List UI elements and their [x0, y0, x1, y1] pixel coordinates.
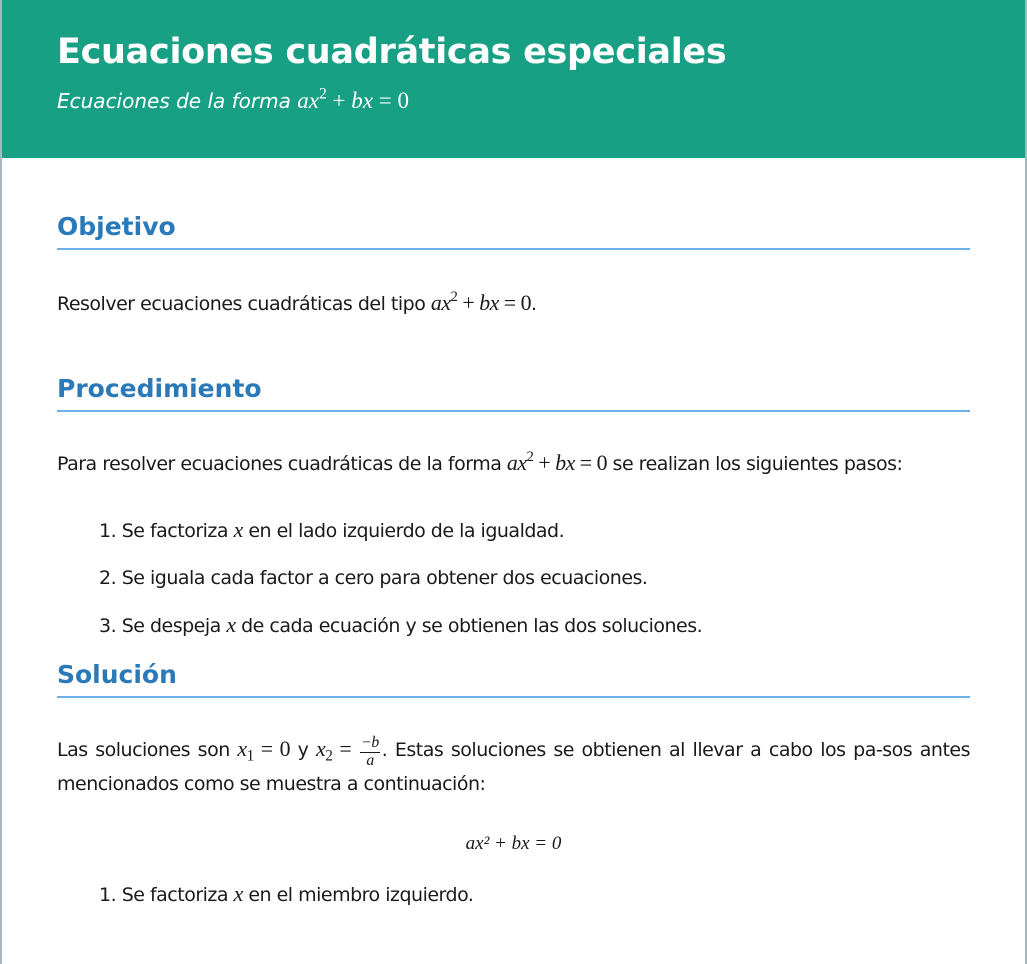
section-solucion: [57, 658, 970, 911]
solucion-text-2: . Estas soluciones se obtienen al llevar a cabo los pa-sos antes mencionados como se muestra a continuación:: [57, 739, 970, 796]
objetivo-equation: $ax^2$ + bx = 0: [430, 289, 531, 315]
section-heading-procedimiento: Procedimiento: [57, 372, 970, 412]
math-x: x: [362, 88, 373, 113]
subtitle-text: Ecuaciones de la forma: [57, 89, 291, 113]
section-objetivo: [57, 210, 970, 320]
page-content: [2, 210, 1025, 911]
math-x: x: [226, 613, 236, 637]
page-title: Ecuaciones cuadráticas especiales: [57, 32, 727, 72]
math-equals: =: [372, 88, 398, 113]
list-item: 3. Se despeja x de cada ecuación y se obtienen las dos soluciones.: [99, 613, 703, 637]
math-exponent: 2: [318, 85, 327, 103]
solucion-paragraph: [57, 734, 970, 800]
display-equation: ax² + bx = 0: [465, 833, 562, 855]
math-a: a: [297, 88, 309, 113]
math-x: x: [233, 882, 243, 907]
math-b: b: [351, 88, 363, 113]
fraction-numerator: −b: [361, 734, 379, 752]
math-x: x: [233, 518, 243, 542]
list-item: 1. Se factoriza x en el lado izquierdo de la igualdad.: [99, 518, 565, 542]
math-x: x: [308, 88, 319, 113]
section-heading-solucion: Solución: [57, 658, 970, 698]
solucion-x1: $x_1 = 0$: [237, 737, 291, 765]
page-header: [2, 0, 1025, 158]
objetivo-text: Resolver ecuaciones cuadráticas del tipo: [57, 293, 426, 315]
section-heading-objetivo: Objetivo: [57, 210, 970, 250]
solucion-and: y: [297, 739, 309, 761]
list-item: 1. Se factoriza x en el miembro izquierdo.: [99, 882, 474, 907]
page-subtitle: [57, 86, 1025, 116]
objetivo-paragraph: [57, 288, 970, 320]
procedimiento-text-after: se realizan los siguientes pasos:: [612, 453, 903, 475]
procedimiento-equation: $ax^2$ + bx = 0: [506, 449, 607, 475]
procedimiento-text-before: Para resolver ecuaciones cuadráticas de la forma: [57, 453, 502, 475]
solucion-text: Las soluciones son: [57, 739, 230, 761]
procedimiento-paragraph: [57, 448, 970, 480]
math-plus: +: [326, 88, 352, 113]
solucion-steps: [57, 879, 970, 911]
fraction: [360, 735, 379, 769]
procedimiento-steps: [57, 515, 970, 642]
solucion-x2: $x_2$ = $\frac{-b}{a}$: [316, 734, 379, 769]
math-zero: 0: [397, 88, 409, 113]
fraction-denominator: a: [366, 751, 374, 769]
section-procedimiento: [57, 372, 970, 642]
objetivo-period: .: [531, 293, 537, 315]
list-item: 2. Se iguala cada factor a cero para obtener dos ecuaciones.: [99, 567, 648, 589]
subtitle-equation: [297, 85, 409, 113]
